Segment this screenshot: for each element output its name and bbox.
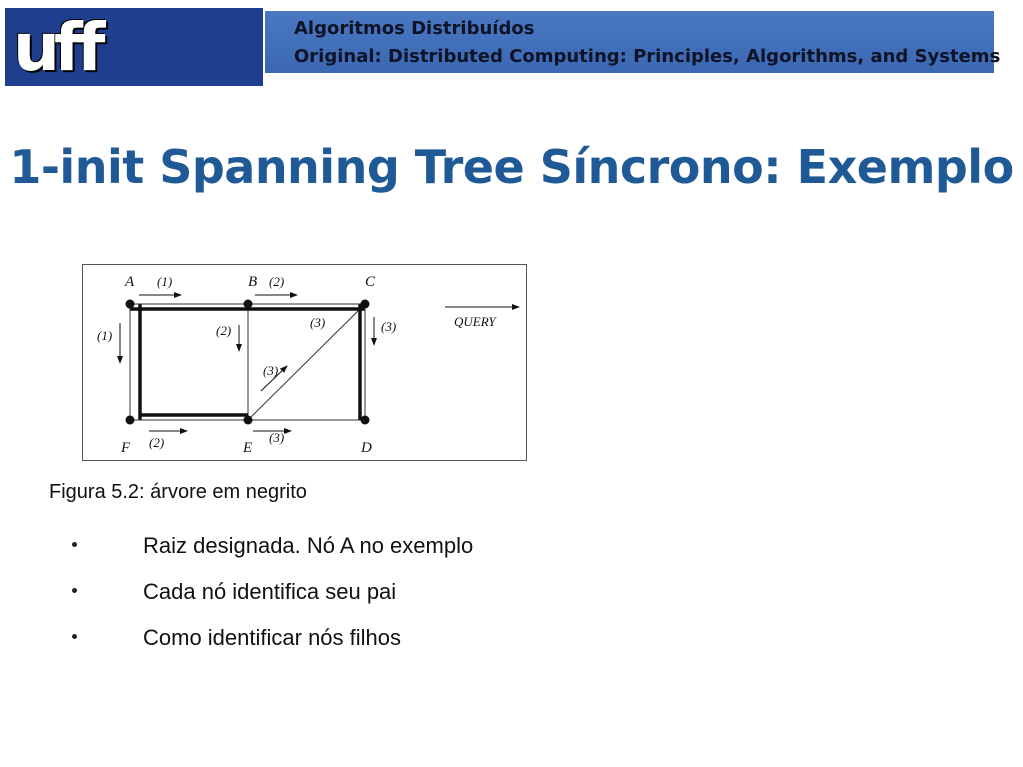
node-label-C: C: [365, 274, 376, 290]
node-label-D: D: [361, 440, 372, 456]
bullet-text: Como identificar nós filhos: [143, 625, 402, 650]
label-AF: (1): [97, 328, 113, 343]
node-label-E: E: [243, 440, 253, 456]
label-FE: (2): [149, 435, 165, 450]
node-E: [244, 416, 253, 425]
bullet-icon: [72, 542, 77, 547]
label-EC: (3): [263, 363, 279, 378]
label-AB: (1): [157, 274, 173, 289]
course-title: Algoritmos Distribuídos: [294, 18, 535, 39]
node-D: [361, 416, 370, 425]
label-BC: (2): [269, 274, 285, 289]
slide-header: [0, 0, 1023, 90]
page-title: 1-init Spanning Tree Síncrono: Exemplo: [9, 140, 1014, 194]
figure-caption: Figura 5.2: árvore em negrito: [49, 481, 307, 503]
bullet-text: Cada nó identifica seu pai: [143, 579, 397, 604]
node-label-A: A: [125, 274, 135, 290]
label-BE: (2): [216, 323, 232, 338]
node-C: [361, 300, 370, 309]
node-label-F: F: [121, 440, 131, 456]
label-CD: (3): [381, 319, 397, 334]
bullet-icon: [72, 588, 77, 593]
legend-label: QUERY: [454, 314, 496, 329]
bullet-text: Raiz designada. Nó A no exemplo: [143, 533, 474, 558]
label-CE: (3): [310, 315, 326, 330]
edge-EC: [248, 304, 365, 420]
label-ED: (3): [269, 430, 285, 445]
uff-logo: [5, 8, 263, 86]
node-F: [126, 416, 135, 425]
logo-text: uff: [13, 9, 100, 86]
node-B: [244, 300, 253, 309]
figure-frame: [82, 264, 527, 461]
node-label-B: B: [248, 274, 258, 290]
spanning-tree-diagram: [83, 265, 528, 462]
bullet-icon: [72, 634, 77, 639]
node-A: [126, 300, 135, 309]
book-reference: Original: Distributed Computing: Principles, Algorithms, and Systems: [294, 46, 1001, 67]
